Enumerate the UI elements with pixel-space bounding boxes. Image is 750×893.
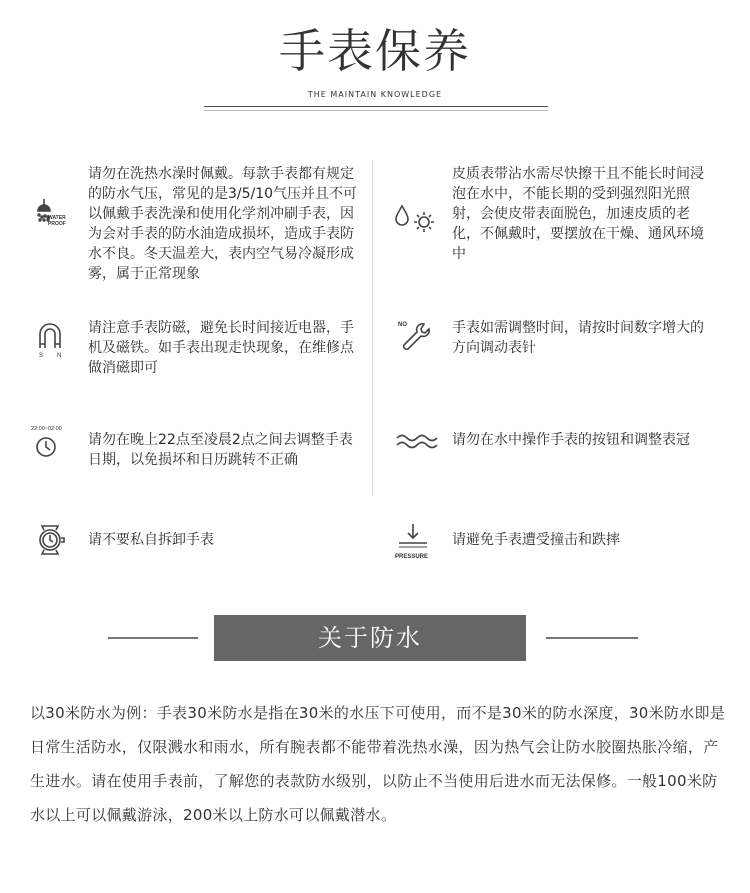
tip-date-adjust: 请勿在晚上22点至凌晨2点之间去调整手表日期，以免损坏和日历跳转不正确 [88, 432, 353, 468]
drop-sun-icon [392, 200, 436, 242]
tip-leather-strap: 皮质表带沾水需尽快擦干且不能长时间浸泡在水中，不能长期的受到强烈阳光照射，会使皮带表面脱色，加速皮质的老化，不佩戴时，要摆放在干燥、通风环境中 [452, 166, 704, 262]
page-title: 手表保养 [279, 24, 471, 78]
tip-impact: 请避免手表遭受撞击和跌摔 [452, 532, 620, 548]
title-rule [204, 106, 548, 107]
banner-line-left [108, 637, 198, 639]
waves-icon [394, 422, 442, 464]
page-subtitle: THE MAINTAIN KNOWLEDGE [307, 90, 443, 99]
column-divider [372, 160, 373, 496]
wrench-icon [396, 316, 438, 358]
svg-text:22:00~02:00: 22:00~02:00 [31, 426, 62, 432]
svg-text:WATER: WATER [48, 215, 66, 221]
tip-adjust-time: 手表如需调整时间，请按时间数字增大的方向调动表针 [452, 320, 704, 356]
tip-water-operation: 请勿在水中操作手表的按钮和调整表冠 [452, 432, 690, 448]
tip-no-disassembly: 请不要私自拆卸手表 [88, 532, 214, 548]
svg-text:NO: NO [398, 322, 407, 328]
pressure-icon [393, 520, 437, 562]
tip-antimagnetic: 请注意手表防磁，避免长时间接近电器，手机及磁铁。如手表出现走快现象，在维修点做消磁即可 [88, 320, 354, 376]
banner-line-right [546, 637, 638, 639]
title-rule-light [204, 110, 548, 111]
waterproof-paragraph: 以30米防水为例：手表30米防水是指在30米的水压下可使用，而不是30米的防水深度，30米防水即是日常生活防水，仅限溅水和雨水，所有腕表都不能带着洗热水澡，因为热气会让防水胶圈热胀冷缩，产生进水。请在使用手表前，了解您的表款防水级别，以防止不当使用后进水而无法保修。一般100米防水以上可以佩戴游泳，200米以上防水可以佩戴潜水。 [30, 704, 726, 824]
watch-icon [32, 520, 74, 562]
magnet-icon [32, 318, 74, 360]
shower-icon [30, 195, 72, 237]
svg-text:S: S [39, 353, 44, 359]
tip-water-proof: 请勿在洗热水澡时佩戴。每款手表都有规定的防水气压，常见的是3/5/10气压并且不可以佩戴手表洗澡和使用化学剂冲刷手表，因为会对手表的防水油造成损坏，造成手表防水不良。冬天温差大，表内空气易冷凝形成雾，属于正常现象 [88, 166, 358, 282]
section-banner: 关于防水 [214, 615, 526, 661]
svg-text:PRESSURE: PRESSURE [395, 554, 429, 560]
svg-text:N: N [57, 353, 62, 359]
clock-icon [30, 422, 72, 464]
svg-text:PROOF: PROOF [48, 221, 66, 227]
